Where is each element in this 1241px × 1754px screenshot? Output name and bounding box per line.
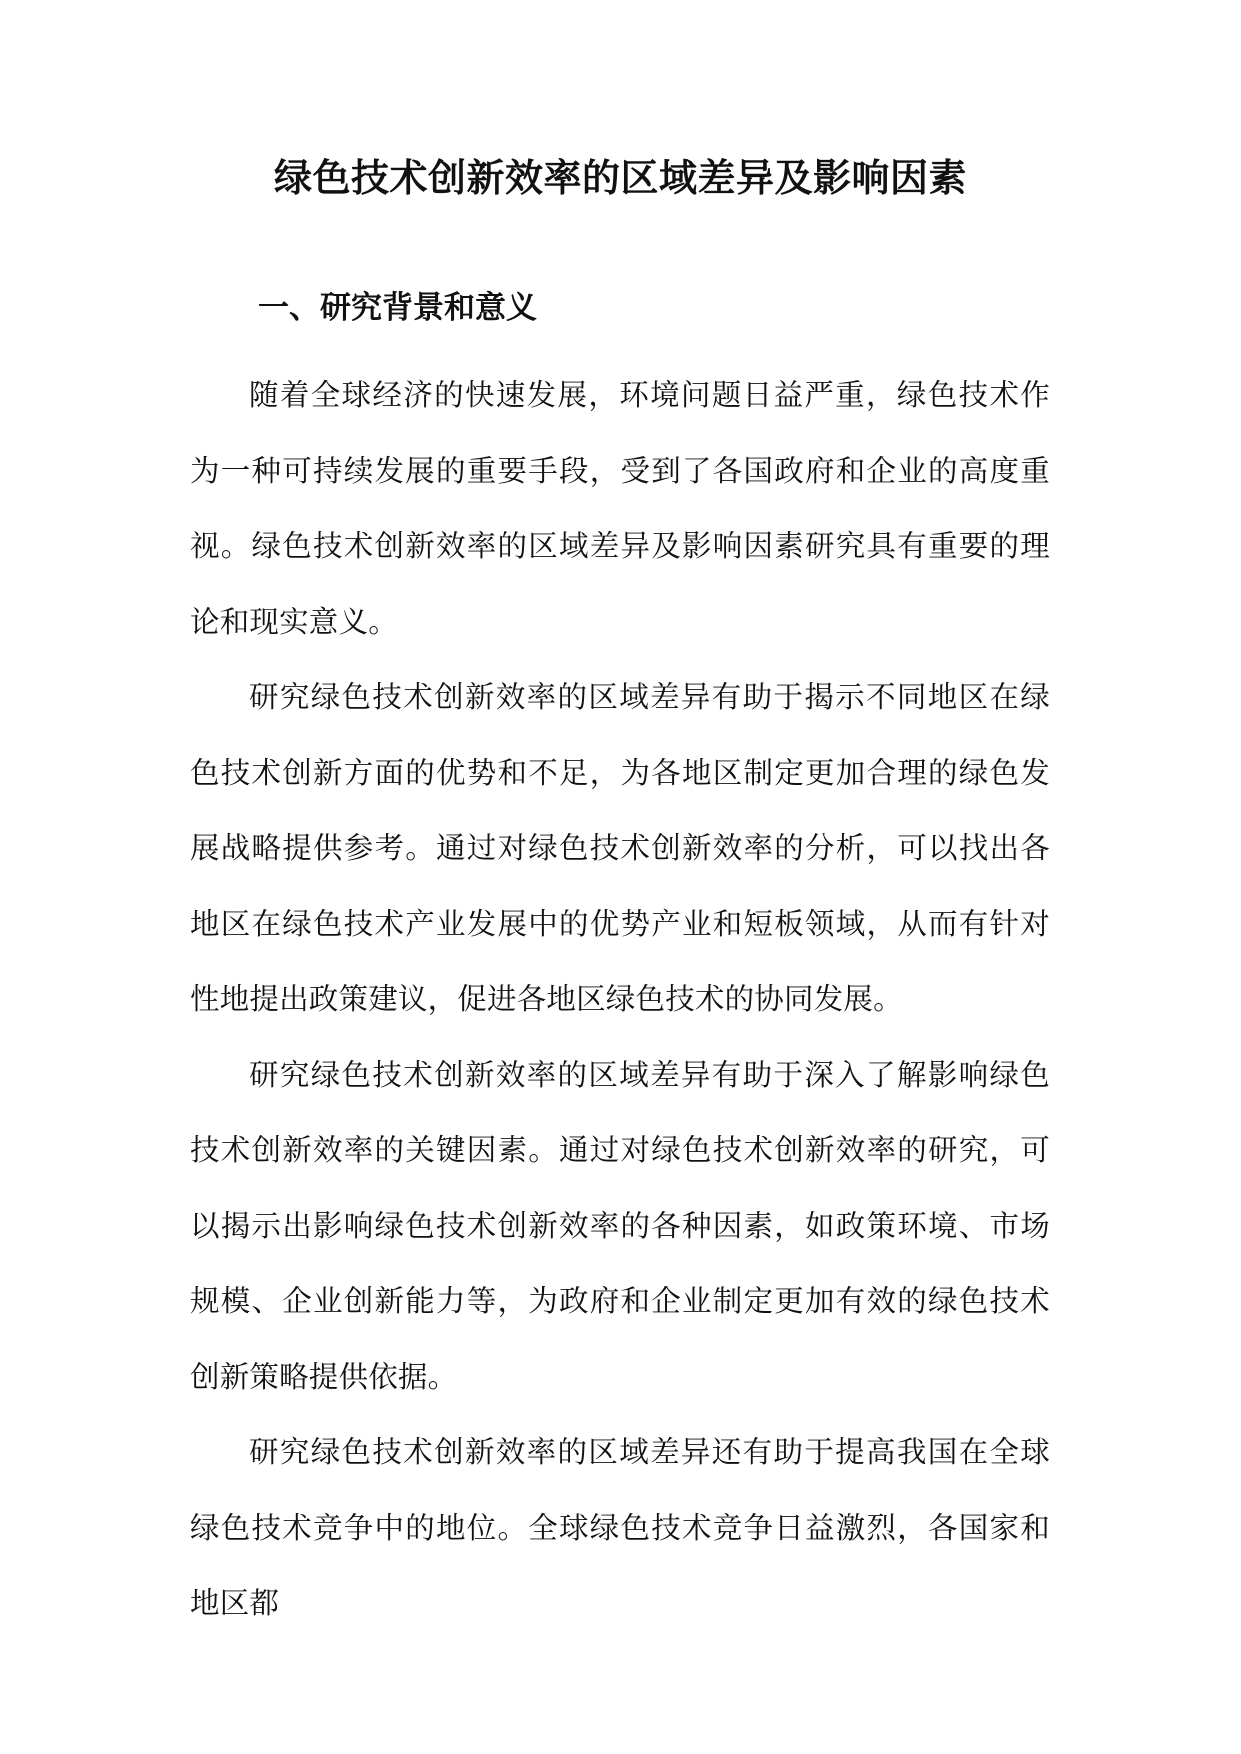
- paragraph-regional-advantages: 研究绿色技术创新效率的区域差异有助于揭示不同地区在绿色技术创新方面的优势和不足，为各地区制定更加合理的绿色发展战略提供参考。通过对绿色技术创新效率的分析，可以找出各地区在绿色技术产业发展中的优势产业和短板领域，从而有针对性地提出政策建议，促进各地区绿色技术的协同发展。: [190, 680, 1050, 1016]
- section-heading: 一、研究背景和意义: [258, 290, 537, 326]
- paragraph-intro: 随着全球经济的快速发展，环境问题日益严重，绿色技术作为一种可持续发展的重要手段，受到了各国政府和企业的高度重视。绿色技术创新效率的区域差异及影响因素研究具有重要的理论和现实意义。: [190, 378, 1050, 639]
- document-title: 绿色技术创新效率的区域差异及影响因素: [273, 156, 967, 200]
- document-body: [190, 358, 1050, 1642]
- paragraph-key-factors: 研究绿色技术创新效率的区域差异有助于深入了解影响绿色技术创新效率的关键因素。通过对绿色技术创新效率的研究，可以揭示出影响绿色技术创新效率的各种因素，如政策环境、市场规模、企业创新能力等，为政府和企业制定更加有效的绿色技术创新策略提供依据。: [190, 1057, 1050, 1394]
- paragraph-global-competition: 研究绿色技术创新效率的区域差异还有助于提高我国在全球绿色技术竞争中的地位。全球绿色技术竞争日益激烈，各国家和地区都: [190, 1435, 1050, 1620]
